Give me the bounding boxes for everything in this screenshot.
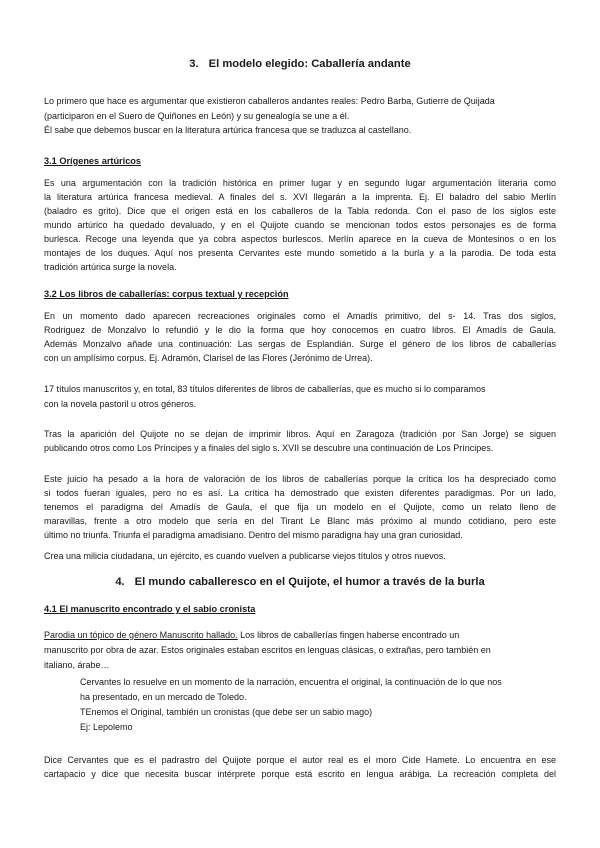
paragraph-line: la literatura artúrica francesa medieval. A finales del s. XVI llegarán a la imprenta. Ej. El baladro del sabio Merlín: [44, 192, 556, 202]
paragraph-line: Crea una milicia ciudadana, un ejército, es cuando vuelven a publicarse viejos títulos y otros nuevos.: [44, 551, 446, 561]
underlined-phrase: Parodia un tópico de género Manuscrito hallado.: [44, 630, 238, 640]
paragraph-line: Rodriguez de Monzalvo lo refundió y le dio la forma que hoy conocemos en cuatro libros. El Amadís de Gaula.: [44, 325, 556, 335]
subsection-heading-4-1: 4.1 El manuscrito encontrado y el sabio cronista: [44, 604, 256, 614]
section-number: 3.: [189, 58, 199, 70]
section-4-title: [44, 576, 556, 588]
paragraph-line: (baladro es grito). Dice que el origen está en los caballeros de la Tabla redonda. Con el paso de los siglos este: [44, 206, 556, 216]
paragraph-line: burlesca. Recoge una leyenda que ya cobra aspectos burlescos. Merlín aparece en la cueva de Montesinos o en los: [44, 234, 556, 244]
paragraph-line: Tras la aparición del Quijote no se dejan de imprimir libros. Aquí en Zaragoza (tradición por San Jorge) se siguen: [44, 429, 556, 439]
paragraph-line: (participaron en el Suero de Quiñones en León) y su genealogía se une a él.: [44, 111, 350, 121]
paragraph-line: Es una argumentación con la tradición histórica en primer lugar y en segundo lugar argumentación literaria como: [44, 178, 556, 188]
paragraph-line: mundo artúrico ha quedado devaluado, y en el Quijote cuando se mencionan todos estos personajes es de forma: [44, 220, 556, 230]
section-title-text: El mundo caballeresco en el Quijote, el humor a través de la burla: [134, 576, 485, 588]
indented-line: ha presentado, en un mercado de Toledo.: [80, 692, 247, 702]
paragraph-line: con un amplísimo corpus. Ej. Adramón, Clarisel de las Flores (Jerónimo de Urrea).: [44, 353, 373, 363]
paragraph-line: maravillas, frente a otro modelo que sería en del Tirant Le Blanc más próximo al mundo cotidiano, pero este: [44, 516, 556, 526]
paragraph-line: tradición artúrica surge la novela.: [44, 262, 177, 272]
paragraph-line: si todos fueran iguales, pero no es así. La crítica ha demostrado que existen diferentes paradigmas. Por un lado,: [44, 488, 556, 498]
subsection-heading-3-1: 3.1 Orígenes artúricos: [44, 156, 142, 166]
paragraph-line: En un momento dado aparecen recreaciones originales como el Amadís primitivo, del s- 14. Tras dos siglos,: [44, 311, 556, 321]
paragraph-line: montajes de los duques. Aquí nos presenta Cervantes este mundo sometido a la burla y a la parodia. De toda esta: [44, 248, 556, 258]
paragraph-line: 17 títulos manuscritos y, en total, 83 títulos diferentes de libros de caballerías, que es mucho si lo comparamos: [44, 384, 486, 394]
section-number: 4.: [115, 576, 125, 588]
paragraph-line: último no triunfa. Triunfa el paradigma amadisiano. Dentro del mismo paradigna hay una gran curiosidad.: [44, 530, 463, 540]
paragraph-line: italiano, árabe…: [44, 660, 110, 670]
indented-line: Cervantes lo resuelve en un momento de la narración, encuentra el original, la continuación de lo que nos: [80, 677, 502, 687]
paragraph-line: tenemos el paradigma del Amadís de Gaula, el que fija un modelo en el Quijote, como un relato lleno de: [44, 502, 556, 512]
indented-line: TEnemos el Original, también un cronistas (que debe ser un sabio mago): [80, 707, 373, 717]
paragraph-line: Lo primero que hace es argumentar que existieron caballeros andantes reales: Pedro Barba, Gutierre de Quijada: [44, 96, 495, 106]
lead-text: Los libros de caballerías fingen haberse encontrado un: [237, 630, 460, 640]
paragraph-line: con la novela pastoril u otros géneros.: [44, 399, 197, 409]
paragraph-line: Él sabe que debemos buscar en la literatura artúrica francesa que se traduzca al castellano.: [44, 125, 412, 135]
paragraph-line: publicando otros como Los Príncipes y a finales del siglo s. XVII se descubre una continuación de Los Príncipes.: [44, 443, 494, 453]
indented-line: Ej: Lepolemo: [80, 722, 133, 732]
paragraph-line: [44, 629, 556, 641]
subsection-heading-3-2: 3.2 Los libros de caballerías: corpus textual y recepción: [44, 289, 289, 299]
paragraph-line: Además Monzalvo añade una continuación: Las sergas de Esplandián. Surge el género de los libros de caballerías: [44, 339, 556, 349]
paragraph-line: Dice Cervantes que es el padrastro del Quijote porque el autor real es el moro Cide Hamete. Lo encuentra en ese: [44, 755, 556, 765]
paragraph-line: Este juicio ha pesado a la hora de valoración de los libros de caballerías porque la crítica los ha despreciado como: [44, 474, 556, 484]
paragraph-line: cartapacio y dice que necesita buscar intérprete porque está escrito en lengua arábiga. La recreación completa del: [44, 769, 556, 779]
section-title-text: El modelo elegido: Caballería andante: [208, 58, 411, 70]
section-3-title: [44, 58, 556, 70]
paragraph-line: manuscrito por obra de azar. Estos originales estaban escritos en lenguas clásicas, o extrañas, pero también en: [44, 645, 491, 655]
